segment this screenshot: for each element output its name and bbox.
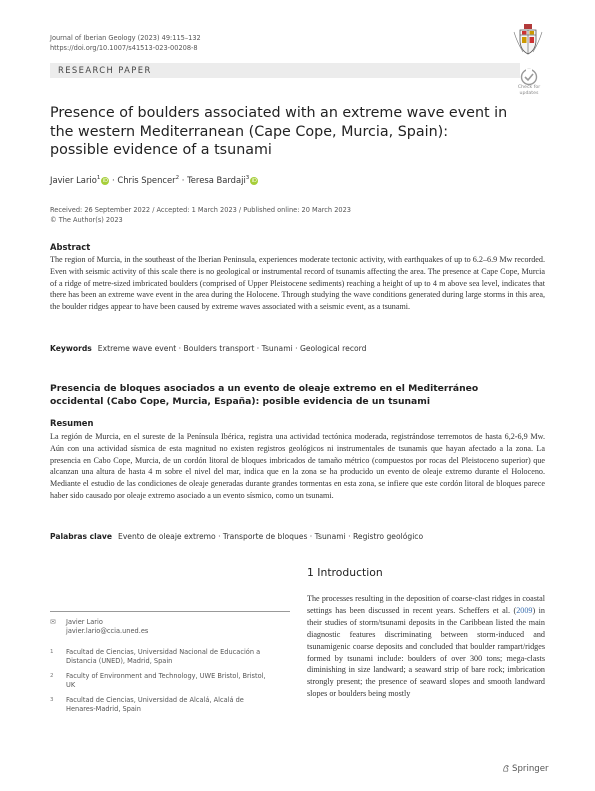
affiliation-2 — [50, 672, 296, 690]
corresponding-author-email[interactable]: javier.lario@ccia.uned.es — [66, 626, 149, 635]
corresponding-author — [50, 618, 296, 636]
introduction-text-part: The processes resulting in the deposition of coarse-clast ridges in coastal settings has been discussed in recent years. Scheffers et al. ( — [307, 594, 545, 615]
author-separator: · — [109, 175, 118, 185]
affiliation-mark: 3 — [50, 697, 54, 703]
author-name[interactable]: Javier Lario — [50, 175, 97, 185]
corresponding-author-name: Javier Lario — [66, 618, 103, 626]
publisher-name: Springer — [512, 764, 549, 774]
orcid-icon[interactable]: iD — [251, 178, 257, 184]
affiliation-1 — [50, 648, 296, 666]
spanish-title: Presencia de bloques asociados a un evento de oleaje extremo en el Mediterráneo occidental (Cabo Cope, Murcia, España): posible evidencia de un tsunami — [50, 383, 479, 407]
introduction-text-part: ) in their studies of storm/tsunami deposits in the Caribbean listed the main diagnostic features discriminating between storm-induced and tsunamigenic coarse deposits and concluded that boulder rampart/ridges formed by tsunami include: boulders of over 300 tons; mega-clasts diminishing in size landward; a seaward strip of bare rock; imbrication strongly present; the presence of seaward slopes and smooth landward slopes or boulders being mostly — [307, 605, 545, 699]
palabras-clave-list: Evento de oleaje extremo · Transporte de bloques · Tsunami · Registro geológico — [118, 532, 424, 541]
article-type-label: RESEARCH PAPER — [58, 65, 152, 75]
keywords — [50, 344, 366, 353]
author-affiliation-mark: 1 — [96, 175, 101, 182]
author-separator: · — [179, 175, 188, 185]
article-title: Presence of boulders associated with an extreme wave event in the western Mediterranean (Cape Cope, Murcia, Spain): possible evidence of a tsunami — [50, 105, 508, 158]
resumen-heading: Resumen — [50, 418, 94, 428]
author-name[interactable]: Teresa Bardaji — [187, 175, 246, 185]
affiliation-text: Faculty of Environment and Technology, UWE Bristol, Bristol, UK — [66, 672, 266, 689]
check-for-updates-label-2: updates — [519, 91, 539, 96]
introduction-text — [307, 593, 545, 700]
author-name[interactable]: Chris Spencer — [117, 175, 176, 185]
publication-dates: Received: 26 September 2022 / Accepted: 1 March 2023 / Published online: 20 March 2023 — [50, 206, 351, 214]
footnote-divider — [50, 611, 290, 612]
introduction-heading: 1 Introduction — [307, 566, 383, 579]
author-list — [50, 175, 258, 185]
doi-link[interactable]: https://doi.org/10.1007/s41513-023-00208-8 — [50, 44, 198, 52]
keywords-list: Extreme wave event · Boulders transport · Tsunami · Geological record — [97, 344, 367, 353]
abstract-text: The region of Murcia, in the southeast of the Iberian Peninsula, experiences moderate tectonic activity, with earthquakes of up to 6.2–6.9 Mw recorded. Even with seismic activity of this scale there is no geological or instrumental record of tsunamis affecting the area. The presence at Cape Cope, Murcia of a ridge of metre-sized imbricated boulders (comprised of Upper Pleistocene sediments) reaching a height of up to 4 m above sea level, indicates that there has been an extreme wave event in the area during the Holocene. Through studying the wave conditions generated during large storms in this area, the boulder ridges appear to have been caused by extreme waves associated with a seismic event, as a tsunami. — [50, 255, 545, 312]
palabras-clave — [50, 532, 423, 541]
check-for-updates-label: Check for — [517, 85, 541, 90]
author-affiliation-mark: 3 — [245, 175, 250, 182]
affiliation-text: Facultad de Ciencias, Universidad de Alcalá, Alcalá de Henares-Madrid, Spain — [66, 696, 244, 713]
citation-link[interactable]: 2009 — [516, 605, 533, 615]
resumen-text: La región de Murcia, en el sureste de la Península Ibérica, registra una actividad tectónica moderada, registrándose terremotos de hasta 6,2-6,9 Mw. Aún con una actividad sísmica de esta magnitud no existen registros geológicos ni instrumentales de tsunamis que hayan afectado a la zona. La presencia en Cabo Cope, Murcia, de un cordón litoral de bloques imbricados de tamaño métrico (compuestos por rocas del Pleistoceno superior) que alcanzan una altura de hasta 4 m sobre el nivel del mar, indica que en la zona se ha producido un evento de oleaje extremo durante el Holoceno. Mediante el estudio de las condiciones de oleaje generadas durante grandes tormentas en esta zona, se infiere que este cordón litoral de bloques parece haber sido causado por oleaje extremo asociado a un evento sísmico, como un tsunami. — [50, 432, 545, 500]
abstract-heading: Abstract — [50, 242, 91, 252]
author-affiliation-mark: 2 — [175, 175, 180, 182]
keywords-label: Keywords — [50, 344, 92, 353]
orcid-icon[interactable]: iD — [102, 178, 108, 184]
affiliation-text: Facultad de Ciencias, Universidad Nacional de Educación a Distancia (UNED), Madrid, Spain — [66, 648, 261, 665]
affiliation-3 — [50, 696, 296, 714]
affiliation-mark: 2 — [50, 673, 54, 679]
copyright-notice: © The Author(s) 2023 — [50, 216, 123, 224]
affiliation-mark: 1 — [50, 649, 54, 655]
journal-crest-logo — [511, 22, 545, 58]
palabras-clave-label: Palabras clave — [50, 532, 113, 541]
springer-horse-icon — [502, 764, 510, 772]
publisher-logo — [502, 764, 549, 774]
envelope-icon: ✉ — [50, 618, 56, 626]
journal-citation: Journal of Iberian Geology (2023) 49:115–132 — [50, 34, 201, 42]
